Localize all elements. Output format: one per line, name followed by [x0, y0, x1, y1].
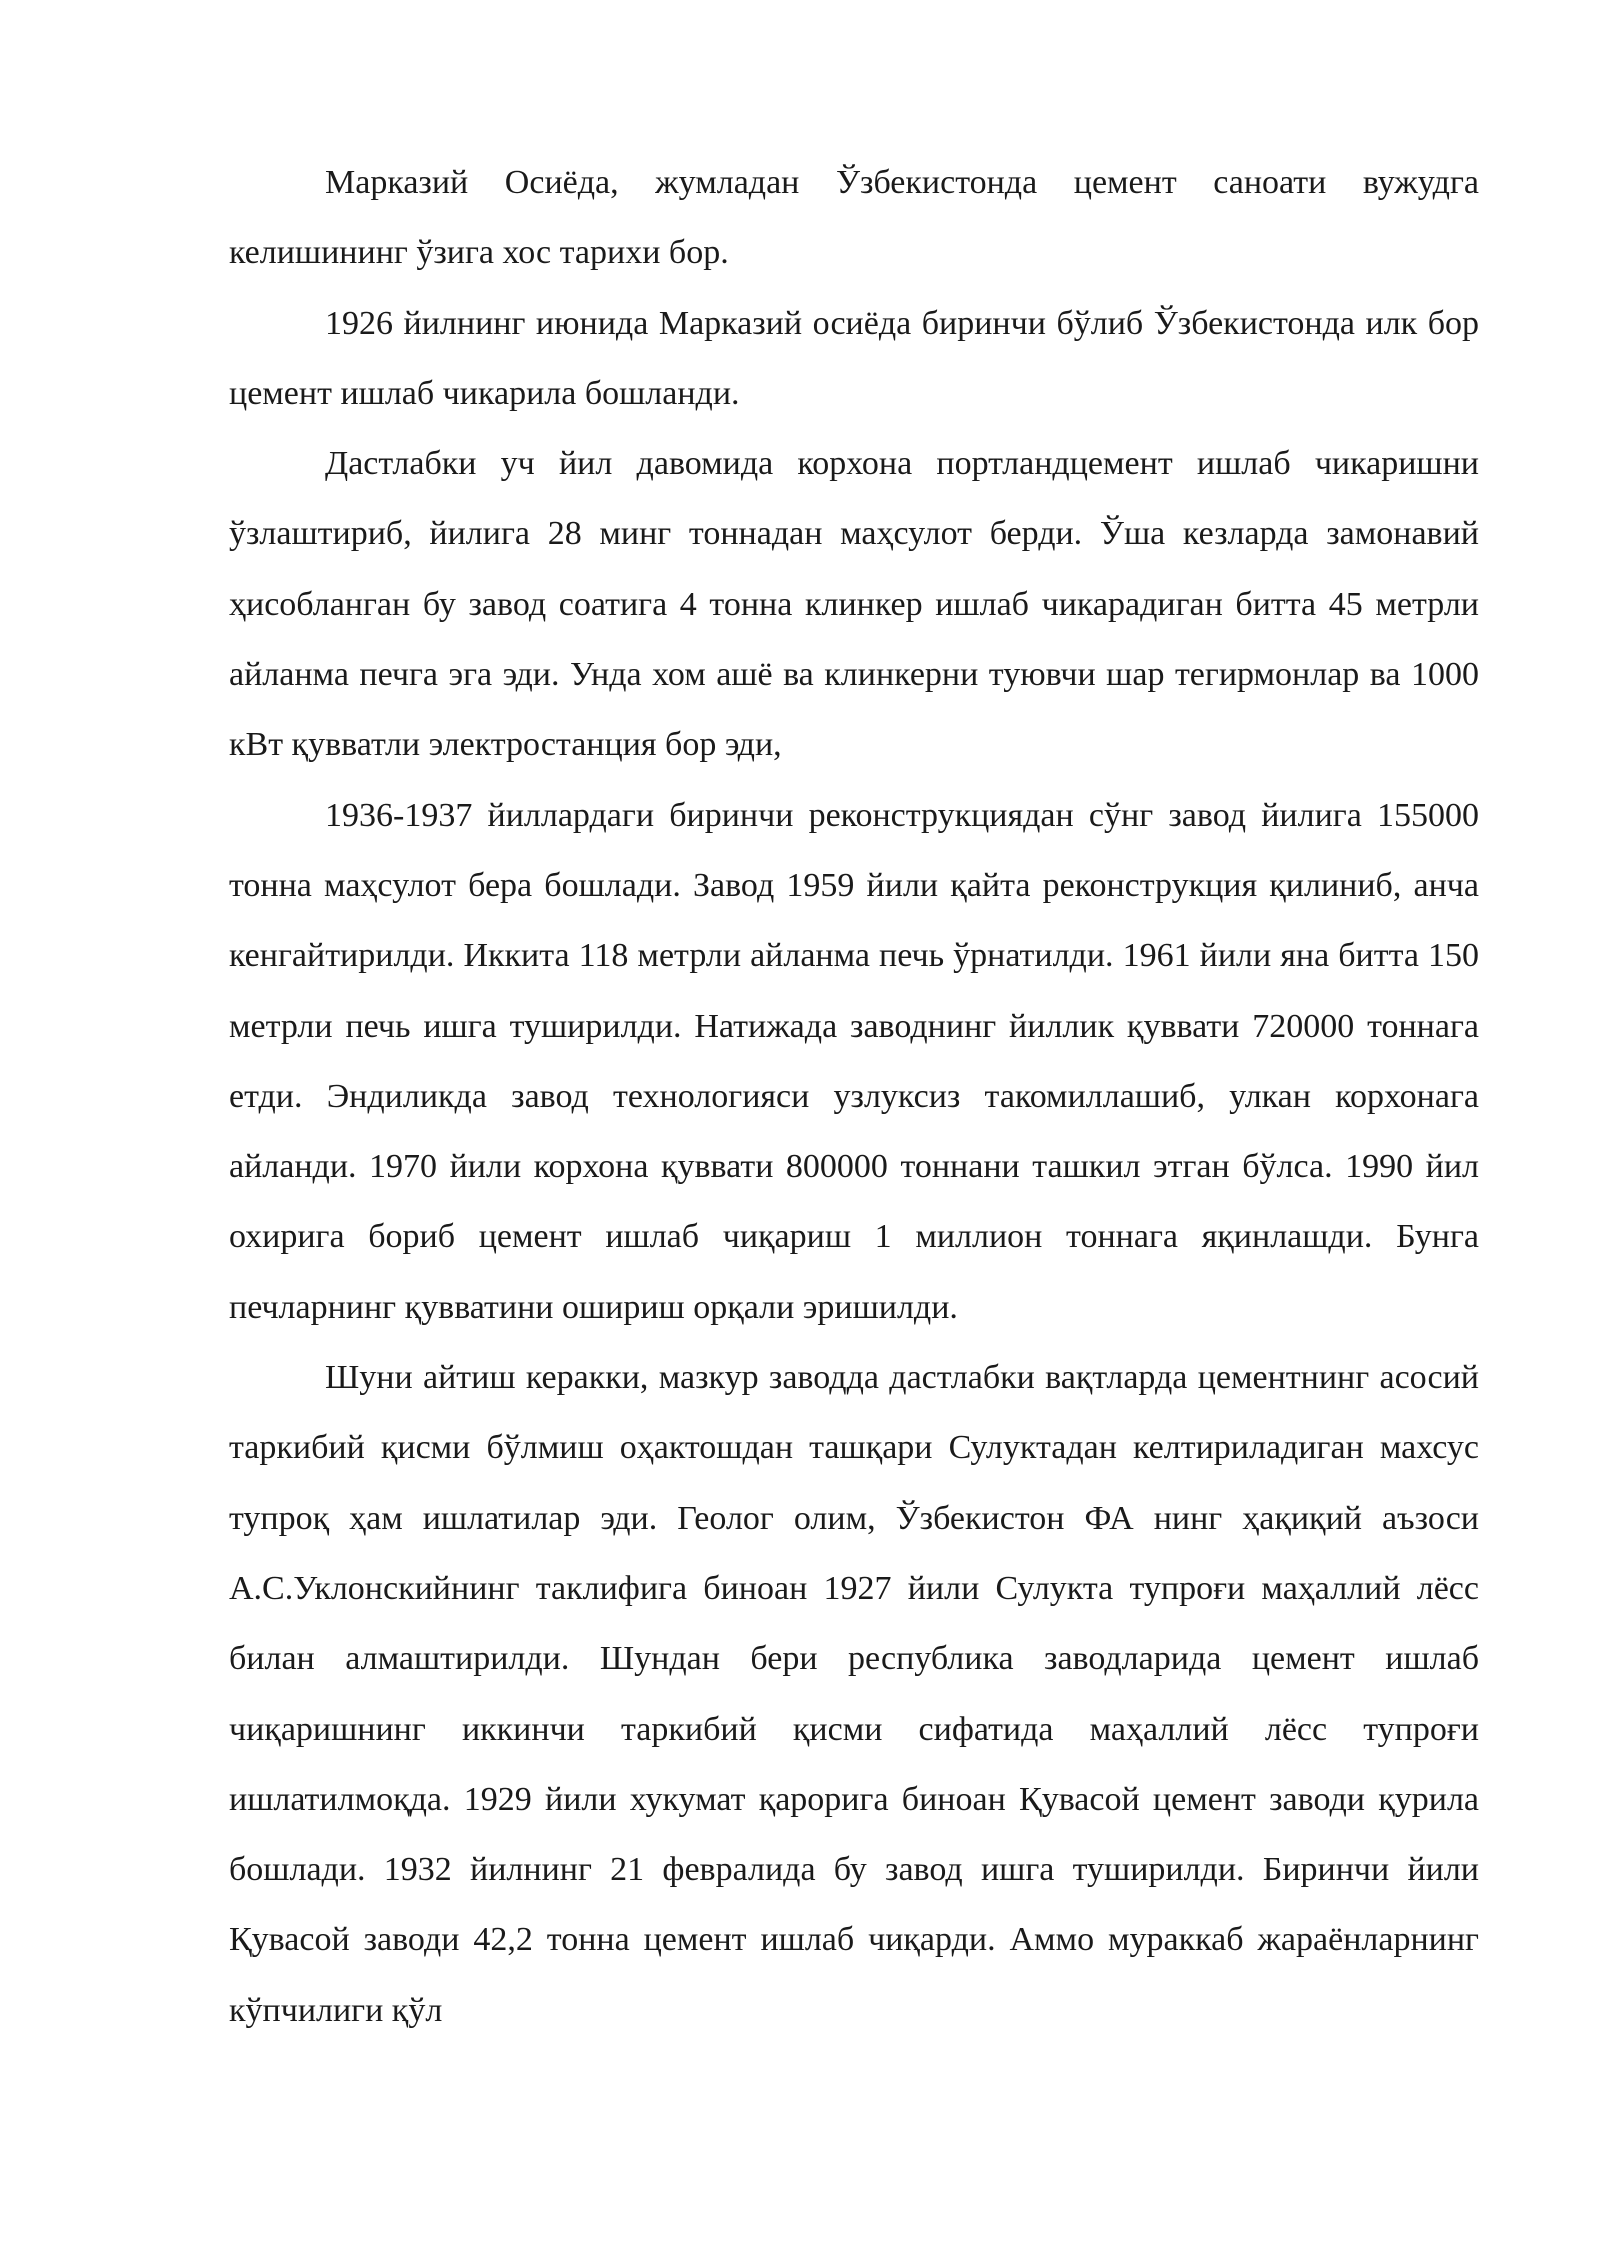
paragraph-4: 1936-1937 йиллардаги биринчи реконструкциядан сўнг завод йилига 155000 тонна маҳсулот бера бошлади. Завод 1959 йили қайта реконструкция қилиниб, анча кенгайтирилди. Иккита 118 метрли айланма печь ўрнатилди. 1961 йили яна битта 150 метрли печь ишга туширилди. Натижада заводнинг йиллик қуввати 720000 тоннага етди. Эндиликда завод технологияси узлуксиз такомиллашиб, улкан корхонага айланди. 1970 йили корхона қуввати 800000 тоннани ташкил этган бўлса. 1990 йил охирига бориб цемент ишлаб чиқариш 1 миллион тоннага яқинлашди. Бунга печларнинг қувватини ошириш орқали эришилди.: [229, 796, 1479, 1326]
paragraph-5: Шуни айтиш керакки, мазкур заводда дастлабки вақтларда цементнинг асосий таркибий қисми бўлмиш оҳактошдан ташқари Сулуктадан келтириладиган махсус тупроқ ҳам ишлатилар эди. Геолог олим, Ўзбекистон ФА нинг ҳақиқий аъзоси А.С.Уклонскийнинг таклифига биноан 1927 йили Сулукта тупроғи маҳаллий лёсс билан алмаштирилди. Шундан бери республика заводларида цемент ишлаб чиқаришнинг иккинчи таркибий қисми сифатида маҳаллий лёсс тупроғи ишлатилмоқда. 1929 йили хукумат қарорига биноан Қувасой цемент заводи қурила бошлади. 1932 йилнинг 21 февралида бу завод ишга туширилди. Биринчи йили Қувасой заводи 42,2 тонна цемент ишлаб чиқарди. Аммо мураккаб жараёнларнинг кўпчилиги қўл: [229, 1359, 1479, 2029]
document-body: [229, 148, 1479, 2046]
paragraph-2: 1926 йилнинг июнида Марказий осиёда биринчи бўлиб Ўзбекистонда илк бор цемент ишлаб чикарила бошланди.: [229, 304, 1479, 412]
paragraph-3: Дастлабки уч йил давомида корхона портландцемент ишлаб чикаришни ўзлаштириб, йилига 28 минг тоннадан маҳсулот берди. Ўша кезларда замонавий ҳисобланган бу завод соатига 4 тонна клинкер ишлаб чикарадиган битта 45 метрли айланма печга эга эди. Унда хом ашё ва клинкерни туювчи шар тегирмонлар ва 1000 кВт қувватли электростанция бор эди,: [229, 445, 1479, 764]
paragraph-1: Марказий Осиёда, жумладан Ўзбекистонда цемент саноати вужудга келишининг ўзига хос тарихи бор.: [229, 164, 1479, 272]
